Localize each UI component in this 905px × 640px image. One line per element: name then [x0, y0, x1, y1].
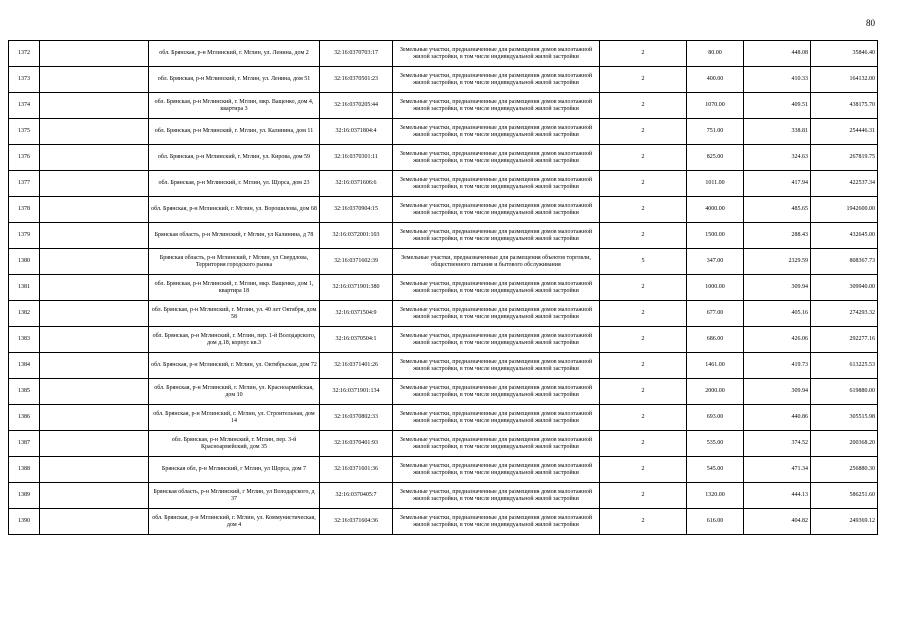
empty-cell — [40, 197, 149, 223]
specific-value-cell: 485.65 — [744, 197, 811, 223]
empty-cell — [40, 223, 149, 249]
empty-cell — [40, 301, 149, 327]
land-use-cell: Земельные участки, предназначенные для размещения домов малоэтажной жилой застройки, в том числе индивидуальной жилой застройки — [393, 431, 600, 457]
address-cell: Брянская обл, р-н Мглинский, г Мглин, ул Щорса, дом 7 — [149, 457, 320, 483]
area-cell: 4000.00 — [687, 197, 744, 223]
cadastral-number-cell: 32:16:0371601:36 — [320, 457, 393, 483]
cadastral-value-cell: 35846.40 — [811, 41, 878, 67]
row-number-cell: 1377 — [9, 171, 40, 197]
empty-cell — [40, 327, 149, 353]
specific-value-cell: 288.43 — [744, 223, 811, 249]
area-cell: 1500.00 — [687, 223, 744, 249]
cadastral-number-cell: 32:16:0371804:4 — [320, 119, 393, 145]
group-cell: 2 — [600, 483, 687, 509]
row-number-cell: 1381 — [9, 275, 40, 301]
table-row — [9, 119, 878, 145]
cadastral-value-cell: 808367.73 — [811, 249, 878, 275]
cadastral-number-cell: 32:16:0371901:134 — [320, 379, 393, 405]
group-cell: 2 — [600, 327, 687, 353]
group-cell: 2 — [600, 509, 687, 535]
group-cell: 2 — [600, 457, 687, 483]
area-cell: 686.00 — [687, 327, 744, 353]
group-cell: 2 — [600, 431, 687, 457]
table-row — [9, 67, 878, 93]
row-number-cell: 1375 — [9, 119, 40, 145]
specific-value-cell: 410.33 — [744, 67, 811, 93]
area-cell: 1461.00 — [687, 353, 744, 379]
address-cell: обл. Брянская, р-н Мглинский, г. Мглин, ул. Красноармейская, дом 10 — [149, 379, 320, 405]
table-row — [9, 41, 878, 67]
table-row — [9, 379, 878, 405]
table-row — [9, 483, 878, 509]
cadastral-number-cell: 32:16:0370802:33 — [320, 405, 393, 431]
page-number: 80 — [866, 18, 875, 28]
land-use-cell: Земельные участки, предназначенные для размещения домов малоэтажной жилой застройки, в том числе индивидуальной жилой застройки — [393, 41, 600, 67]
row-number-cell: 1379 — [9, 223, 40, 249]
specific-value-cell: 338.81 — [744, 119, 811, 145]
area-cell: 400.00 — [687, 67, 744, 93]
specific-value-cell: 309.94 — [744, 379, 811, 405]
empty-cell — [40, 353, 149, 379]
table-row — [9, 405, 878, 431]
table-row — [9, 249, 878, 275]
specific-value-cell: 404.82 — [744, 509, 811, 535]
row-number-cell: 1390 — [9, 509, 40, 535]
specific-value-cell: 409.51 — [744, 93, 811, 119]
row-number-cell: 1374 — [9, 93, 40, 119]
group-cell: 2 — [600, 405, 687, 431]
group-cell: 2 — [600, 197, 687, 223]
land-use-cell: Земельные участки, предназначенные для размещения домов малоэтажной жилой застройки, в том числе индивидуальной жилой застройки — [393, 67, 600, 93]
cadastral-number-cell: 32:16:0371602:39 — [320, 249, 393, 275]
empty-cell — [40, 145, 149, 171]
cadastral-number-cell: 32:16:0370401:93 — [320, 431, 393, 457]
cadastral-number-cell: 32:16:0370904:15 — [320, 197, 393, 223]
table-row — [9, 509, 878, 535]
row-number-cell: 1385 — [9, 379, 40, 405]
area-cell: 1320.00 — [687, 483, 744, 509]
cadastral-value-cell: 305515.98 — [811, 405, 878, 431]
specific-value-cell: 471.34 — [744, 457, 811, 483]
address-cell: обл. Брянская, р-н Мглинский, г. Мглин, ул. Калинина, дом 11 — [149, 119, 320, 145]
cadastral-number-cell: 32:16:0371504:9 — [320, 301, 393, 327]
area-cell: 545.00 — [687, 457, 744, 483]
specific-value-cell: 405.16 — [744, 301, 811, 327]
area-cell: 825.00 — [687, 145, 744, 171]
land-use-cell: Земельные участки, предназначенные для размещения домов малоэтажной жилой застройки, в том числе индивидуальной жилой застройки — [393, 483, 600, 509]
area-cell: 1070.00 — [687, 93, 744, 119]
land-use-cell: Земельные участки, предназначенные для размещения домов малоэтажной жилой застройки, в том числе индивидуальной жилой застройки — [393, 405, 600, 431]
land-use-cell: Земельные участки, предназначенные для размещения домов малоэтажной жилой застройки, в том числе индивидуальной жилой застройки — [393, 353, 600, 379]
empty-cell — [40, 457, 149, 483]
row-number-cell: 1384 — [9, 353, 40, 379]
group-cell: 2 — [600, 145, 687, 171]
cadastral-number-cell: 32:16:0370405:7 — [320, 483, 393, 509]
cadastral-number-cell: 32:16:0371901:380 — [320, 275, 393, 301]
row-number-cell: 1382 — [9, 301, 40, 327]
area-cell: 347.00 — [687, 249, 744, 275]
address-cell: обл. Брянская, р-н Мглинский, г. Мглин, ул. Строительная, дом 14 — [149, 405, 320, 431]
area-cell: 677.00 — [687, 301, 744, 327]
land-use-cell: Земельные участки, предназначенные для размещения домов малоэтажной жилой застройки, в том числе индивидуальной жилой застройки — [393, 119, 600, 145]
cadastral-value-cell: 613225.53 — [811, 353, 878, 379]
land-use-cell: Земельные участки, предназначенные для размещения домов малоэтажной жилой застройки, в том числе индивидуальной жилой застройки — [393, 457, 600, 483]
address-cell: обл. Брянская, р-н Мглинский, г. Мглин, ул. Ленина, дом 51 — [149, 67, 320, 93]
table-row — [9, 223, 878, 249]
area-cell: 535.00 — [687, 431, 744, 457]
group-cell: 2 — [600, 223, 687, 249]
land-use-cell: Земельные участки, предназначенные для размещения домов малоэтажной жилой застройки, в том числе индивидуальной жилой застройки — [393, 301, 600, 327]
group-cell: 5 — [600, 249, 687, 275]
land-use-cell: Земельные участки, предназначенные для размещения домов малоэтажной жилой застройки, в том числе индивидуальной жилой застройки — [393, 171, 600, 197]
cadastral-value-cell: 256880.30 — [811, 457, 878, 483]
cadastral-value-cell: 432645.00 — [811, 223, 878, 249]
cadastral-number-cell: 32:16:0370205:44 — [320, 93, 393, 119]
group-cell: 2 — [600, 275, 687, 301]
area-cell: 616.00 — [687, 509, 744, 535]
cadastral-value-cell: 249369.12 — [811, 509, 878, 535]
group-cell: 2 — [600, 353, 687, 379]
specific-value-cell: 440.86 — [744, 405, 811, 431]
land-use-cell: Земельные участки, предназначенные для размещения домов малоэтажной жилой застройки, в том числе индивидуальной жилой застройки — [393, 93, 600, 119]
area-cell: 2000.00 — [687, 379, 744, 405]
address-cell: обл. Брянская, р-н Мглинский, г. Мглин, ул. Щорса, дом 23 — [149, 171, 320, 197]
specific-value-cell: 448.08 — [744, 41, 811, 67]
cadastral-number-cell: 32:16:0370703:17 — [320, 41, 393, 67]
address-cell: обл. Брянская, р-н Мглинский, г. Мглин, ул. 40 лет Октября, дом 58 — [149, 301, 320, 327]
specific-value-cell: 419.73 — [744, 353, 811, 379]
empty-cell — [40, 171, 149, 197]
specific-value-cell: 309.94 — [744, 275, 811, 301]
row-number-cell: 1387 — [9, 431, 40, 457]
cadastral-value-cell: 438175.70 — [811, 93, 878, 119]
cadastral-number-cell: 32:16:0370504:1 — [320, 327, 393, 353]
specific-value-cell: 417.94 — [744, 171, 811, 197]
group-cell: 2 — [600, 41, 687, 67]
group-cell: 2 — [600, 171, 687, 197]
empty-cell — [40, 67, 149, 93]
land-use-cell: Земельные участки, предназначенные для размещения домов малоэтажной жилой застройки, в том числе индивидуальной жилой застройки — [393, 145, 600, 171]
row-number-cell: 1380 — [9, 249, 40, 275]
row-number-cell: 1386 — [9, 405, 40, 431]
cadastral-value-cell: 267819.75 — [811, 145, 878, 171]
group-cell: 2 — [600, 301, 687, 327]
table-row — [9, 353, 878, 379]
address-cell: обл. Брянская, р-н Мглинский, г. Мглин, ул. Октябрьская, дом 72 — [149, 353, 320, 379]
cadastral-value-table — [8, 40, 878, 535]
table-row — [9, 431, 878, 457]
specific-value-cell: 374.52 — [744, 431, 811, 457]
area-cell: 1000.00 — [687, 275, 744, 301]
land-use-cell: Земельные участки, предназначенные для размещения объектов торговли, общественного питания и бытового обслуживания — [393, 249, 600, 275]
table-row — [9, 327, 878, 353]
address-cell: обл. Брянская, р-н Мглинский, г. Мглин, ул. Кирова, дом 59 — [149, 145, 320, 171]
empty-cell — [40, 93, 149, 119]
table-row — [9, 301, 878, 327]
land-use-cell: Земельные участки, предназначенные для размещения домов малоэтажной жилой застройки, в том числе индивидуальной жилой застройки — [393, 327, 600, 353]
table-row — [9, 171, 878, 197]
cadastral-value-cell: 292277.16 — [811, 327, 878, 353]
table-body — [9, 41, 878, 535]
table-row — [9, 197, 878, 223]
empty-cell — [40, 483, 149, 509]
area-cell: 751.00 — [687, 119, 744, 145]
group-cell: 2 — [600, 379, 687, 405]
address-cell: Брянская область, р-н Мглинский, г Мглин, ул Калинина, д 78 — [149, 223, 320, 249]
area-cell: 693.00 — [687, 405, 744, 431]
cadastral-number-cell: 32:16:0370501:23 — [320, 67, 393, 93]
row-number-cell: 1383 — [9, 327, 40, 353]
address-cell: Брянская область, р-н Мглинский, г Мглин, ул Володарского, д 37 — [149, 483, 320, 509]
address-cell: обл. Брянская, р-н Мглинский, г. Мглин, мкр. Ващенко, дом 4, квартира 3 — [149, 93, 320, 119]
cadastral-value-cell: 274293.32 — [811, 301, 878, 327]
row-number-cell: 1389 — [9, 483, 40, 509]
empty-cell — [40, 509, 149, 535]
empty-cell — [40, 275, 149, 301]
table-row — [9, 457, 878, 483]
land-use-cell: Земельные участки, предназначенные для размещения домов малоэтажной жилой застройки, в том числе индивидуальной жилой застройки — [393, 197, 600, 223]
address-cell: Брянская область, р-н Мглинский, г Мглин, ул Свердлова, Территория городского рынка — [149, 249, 320, 275]
cadastral-value-cell: 309940.00 — [811, 275, 878, 301]
group-cell: 2 — [600, 67, 687, 93]
cadastral-value-cell: 254446.31 — [811, 119, 878, 145]
address-cell: обл. Брянская, р-н Мглинский, г. Мглин, мкр. Ващенко, дом 1, квартира 18 — [149, 275, 320, 301]
specific-value-cell: 426.06 — [744, 327, 811, 353]
cadastral-number-cell: 32:16:0371606:6 — [320, 171, 393, 197]
specific-value-cell: 2329.59 — [744, 249, 811, 275]
address-cell: обл. Брянская, р-н Мглинский, г. Мглин, ул. Коммунистическая, дом 4 — [149, 509, 320, 535]
empty-cell — [40, 41, 149, 67]
address-cell: обл. Брянская, р-н Мглинский, г. Мглин, пер. 3-й Красноармейский, дом 35 — [149, 431, 320, 457]
table-row — [9, 145, 878, 171]
specific-value-cell: 324.63 — [744, 145, 811, 171]
empty-cell — [40, 405, 149, 431]
cadastral-value-cell: 586251.60 — [811, 483, 878, 509]
land-use-cell: Земельные участки, предназначенные для размещения домов малоэтажной жилой застройки, в том числе индивидуальной жилой застройки — [393, 275, 600, 301]
cadastral-value-cell: 200368.20 — [811, 431, 878, 457]
table-row — [9, 275, 878, 301]
area-cell: 1011.00 — [687, 171, 744, 197]
table-row — [9, 93, 878, 119]
cadastral-value-cell: 619880.00 — [811, 379, 878, 405]
cadastral-number-cell: 32:16:0371604:36 — [320, 509, 393, 535]
row-number-cell: 1376 — [9, 145, 40, 171]
address-cell: обл. Брянская, р-н Мглинский, г. Мглин, ул. Ворошилова, дом 68 — [149, 197, 320, 223]
cadastral-number-cell: 32:16:0371401:26 — [320, 353, 393, 379]
empty-cell — [40, 379, 149, 405]
area-cell: 80.00 — [687, 41, 744, 67]
empty-cell — [40, 119, 149, 145]
row-number-cell: 1372 — [9, 41, 40, 67]
group-cell: 2 — [600, 93, 687, 119]
group-cell: 2 — [600, 119, 687, 145]
cadastral-value-cell: 422537.34 — [811, 171, 878, 197]
address-cell: обл. Брянская, р-н Мглинский, г. Мглин, ул. Ленина, дом 2 — [149, 41, 320, 67]
specific-value-cell: 444.13 — [744, 483, 811, 509]
row-number-cell: 1378 — [9, 197, 40, 223]
empty-cell — [40, 431, 149, 457]
empty-cell — [40, 249, 149, 275]
cadastral-number-cell: 32:16:0370301:11 — [320, 145, 393, 171]
land-use-cell: Земельные участки, предназначенные для размещения домов малоэтажной жилой застройки, в том числе индивидуальной жилой застройки — [393, 509, 600, 535]
land-use-cell: Земельные участки, предназначенные для размещения домов малоэтажной жилой застройки, в том числе индивидуальной жилой застройки — [393, 223, 600, 249]
cadastral-number-cell: 32:16:0372001:103 — [320, 223, 393, 249]
address-cell: обл. Брянская, р-н Мглинский, г. Мглин, пер. 1-й Володарского, дом д.18, корпус кв.3 — [149, 327, 320, 353]
cadastral-value-cell: 1942600.00 — [811, 197, 878, 223]
row-number-cell: 1373 — [9, 67, 40, 93]
cadastral-value-cell: 164132.00 — [811, 67, 878, 93]
land-use-cell: Земельные участки, предназначенные для размещения домов малоэтажной жилой застройки, в том числе индивидуальной жилой застройки — [393, 379, 600, 405]
row-number-cell: 1388 — [9, 457, 40, 483]
